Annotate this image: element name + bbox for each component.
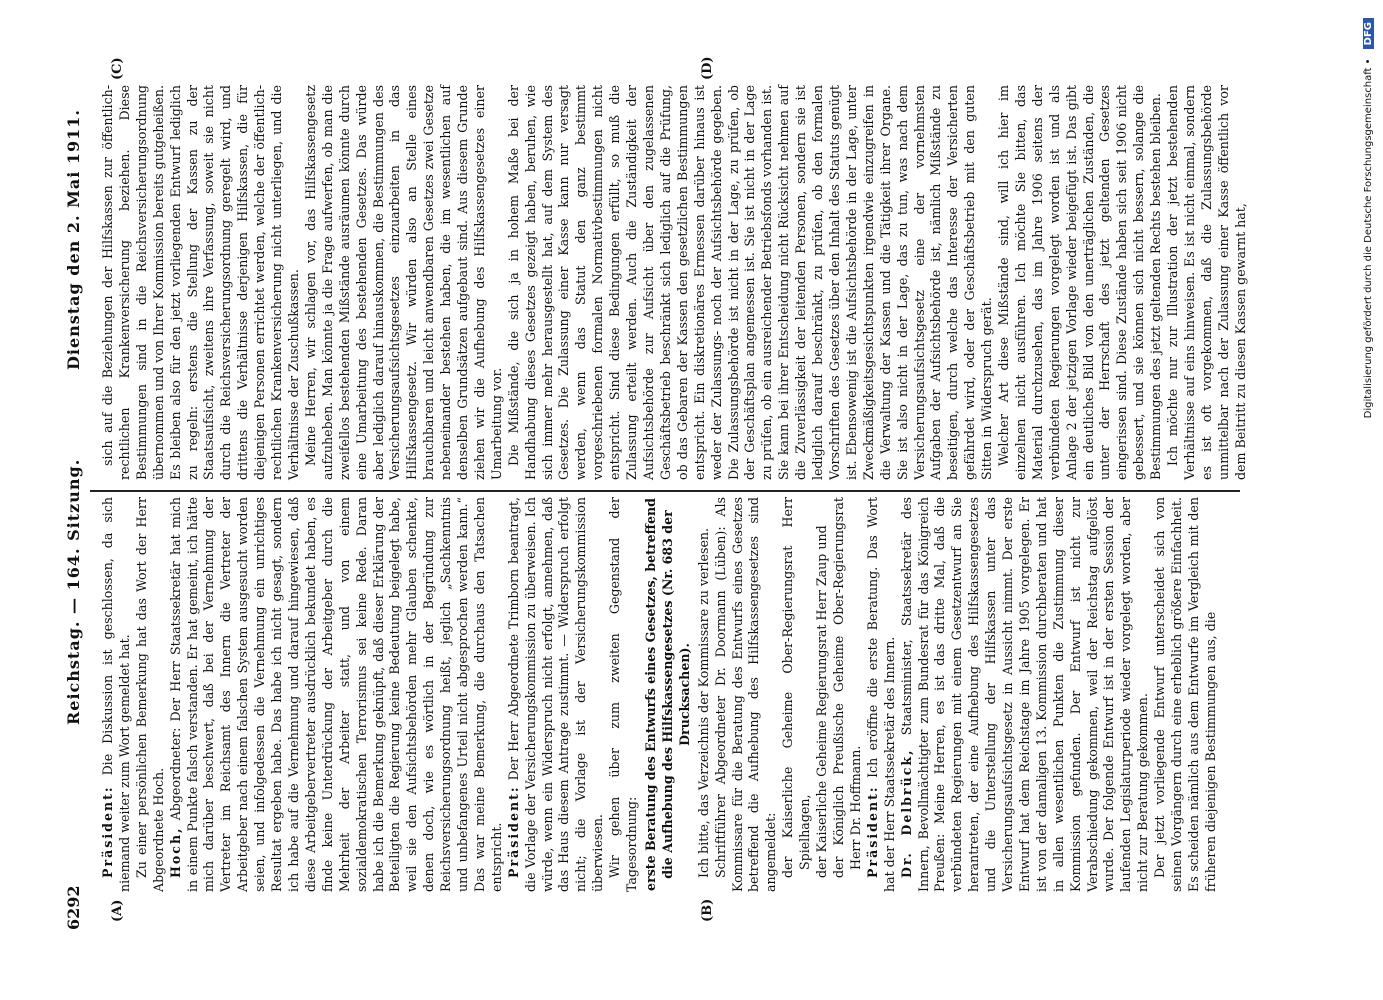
speaker-name: Präsident: <box>100 785 115 878</box>
paragraph-text: Zu einer persönlichen Bemerkung hat das Wort der Herr Abgeordnete Hoch. <box>133 497 166 892</box>
paragraph-text: Die Diskussion ist geschlossen, da sich niemand weiter zum Wort gemeldet hat. <box>100 497 132 892</box>
paragraph-text: sich auf die Beziehungen der Hilfskassen zur öffentlich-rechtlichen Krankenversicherung beziehen. Diese Bestimmungen sind in die Reichsversicherungsordnung übernommen und von Ihrer Kommission bereits gutgeheißen. Es bleiben also für den jetzt vorliegenden Entwurf lediglich zu regeln: erstens die Stellung der Kassen zu der Staatsaufsicht, zweitens ihre Verfassung, soweit sie nicht durch die Reichsversicherungsordnung geregelt wird, und drittens die Verhältnisse derjenigen Hilfskassen, die für diejenigen Personen errichtet werden, welche der öffentlich-rechtlichen Krankenversicherung nicht unterliegen, und die Verhältnisse der Zuschußkassen. <box>100 85 301 480</box>
paragraph-text: Die Mißstände, die sich ja in hohem Maße bei der Handhabung dieses Gesetzes gezeigt haben, beruhen, wie sich immer mehr herausgestellt hat, auf dem System des Gesetzes. Die Zulassung einer Kasse kann nur versagt werden, wenn das Statut den ganz bestimmt vorgeschriebenen formalen Normativbestimmungen nicht entspricht. Sind diese Bedingungen erfüllt, so muß die Zulassung erteilt werden. Auch die Zuständigkeit der Aufsichtsbehörde zur Aufsicht über den zugelassenen Geschäftsbetrieb beschränkt sich lediglich auf die Prüfung, ob das Gebaren der Kassen den gesetzlichen Bestimmungen entspricht. Ein diskretionäres Ermessen darüber hinaus ist weder der Zulassungs- noch der Aufsichtsbehörde gegeben. Die Zulassungsbehörde ist nicht in der Lage, zu prüfen, ob der Geschäftsplan angemessen ist. Sie ist nicht in der Lage zu prüfen, ob ein ausreichender Betriebsfonds vorhanden ist. Sie kann bei ihrer Entscheidung nicht Rücksicht nehmen auf die Zuverlässigkeit der leitenden Personen, sondern sie ist lediglich darauf beschränkt, zu prüfen, ob den formalen Vorschriften des Gesetzes über den Inhalt des Statuts genügt ist. Ebensowenig ist die Aufsichtsbehörde in der Lage, unter Zweckmäßigkeitsgesichtspunkten irgendwie einzugreifen in die Verwaltung der Kassen und die Tätigkeit ihrer Organe. Sie ist also nicht in der Lage, das zu tun, was nach dem Versicherungsaufsichtsgesetz eine der vornehmsten Aufgaben der Aufsichtsbehörde ist, nämlich Mißstände zu beseitigen, durch welche das Interesse der Versicherten gefährdet wird, oder der Geschäftsbetrieb mit den guten Sitten in Widerspruch gerät. <box>505 85 995 480</box>
paragraph-text: Wir gehen über zum zweiten Gegenstand der Tagesordnung: <box>607 497 640 892</box>
paragraph-text: Meine Herren, wir schlagen vor, das Hilfskassengesetz aufzuheben. Man könnte ja die Frage aufwerfen, ob man die zweifellos bestehenden Mißstände ausräumen könnte durch eine Umarbeitung des bestehenden Gesetzes. Das würde aber lediglich darauf hinauskommen, die Bestimmungen des Versicherungsaufsichtsgesetzes einzuarbeiten in das Hilfskassengesetz. Wir würden also an Stelle eines brauchbaren und leicht anwendbaren Gesetzes zwei Gesetze nebeneinander bestehen haben, die im wesentlichen auf denselben Grundsätzen aufgebaut sind. Aus diesem Grunde ziehen wir die Aufhebung des Hilfskassengesetzes einer Umarbeitung vor. <box>302 85 504 480</box>
margin-marker-c: (C) <box>110 57 125 80</box>
paragraph <box>168 497 506 892</box>
speaker-name: Präsident: <box>864 785 880 878</box>
agenda-heading <box>643 497 694 892</box>
paragraph-text: Der jetzt vorliegende Entwurf unterscheidet sich von seinen Vorgängern durch eine erheblich größere Einfachheit. Es scheiden nämlich aus dem Entwurfe im Vergleich mit den früheren diejenigen Bestimmungen aus, die <box>1152 497 1218 892</box>
commissioner-entry: der Königlich Preußische Geheime Ober-Regierungsrat Herr Dr. Hoffmann. <box>830 497 863 878</box>
paragraph <box>1152 497 1220 892</box>
paragraph-text: Ich bitte, das Verzeichnis der Kommissare zu verlesen. <box>695 527 711 878</box>
footer-text: Digitalisierung gefördert durch die Deutsche Forschungsgemeinschaft • <box>1363 58 1374 419</box>
paragraph <box>899 497 1153 892</box>
paragraph <box>506 85 996 480</box>
paragraph <box>607 497 641 892</box>
paragraph <box>100 85 303 480</box>
margin-marker-a: (A) <box>110 899 125 922</box>
paragraph-text: Schriftführer Abgeordneter Dr. Doormann (Lüben): Als Kommissare für die Beratung des Entwurfs eines Gesetzes betreffend die Aufhebung des Hilfskassengesetzes sind angemeldet: <box>712 497 779 892</box>
speaker-name: Präsident: <box>505 785 521 878</box>
header-session: Reichstag. — 164. Sitzung. <box>64 458 83 725</box>
page-header <box>58 60 98 930</box>
commissioner-entry: der Kaiserliche Geheime Ober-Regierungsrat Herr Spielhagen, <box>780 497 813 878</box>
paragraph-text: Welcher Art diese Mißstände sind, will ich hier im einzelnen nicht ausführen. Ich möchte Sie bitten, das Material durchzusehen, das im Jahre 1906 seitens der verbündeten Regierungen vorgelegt worden ist und als Anlage 2 der jetzigen Vorlage wieder beigefügt ist. Das gibt ein deutliches Bild von den unerträglichen Zuständen, die unter der Herrschaft des jetzt geltenden Gesetzes eingerissen sind. Diese Zustände haben sich seit 1906 nicht gebessert, und sie können sich nicht bessern, solange die Bestimmungen des jetzt geltenden Rechts bestehen bleiben. <box>996 85 1164 480</box>
paragraph <box>713 497 781 892</box>
column-divider <box>90 491 1240 493</box>
paragraph <box>1165 85 1250 480</box>
paragraph <box>696 497 713 892</box>
dfg-logo: DFG <box>1363 18 1374 49</box>
paragraph <box>303 85 506 480</box>
speaker-name: Hoch, <box>167 826 183 878</box>
paragraph <box>134 497 168 892</box>
paragraph-text: Ich eröffne die erste Beratung. Das Wort hat der Herr Staatssekretär des Innern. <box>864 497 897 892</box>
commissioner-entry: der Kaiserliche Geheime Regierungsrat Herr Zaup und <box>814 525 830 878</box>
margin-marker-d: (D) <box>700 56 715 80</box>
digitization-footer <box>1356 18 1375 418</box>
paragraph-text: Abgeordneter: Der Herr Staatssekretär hat mich in einem Punkte falsch verstanden. Er hat gemeint, ich hätte mich darüber beschwert, daß bei der Vernehmung der Vertreter im Reichsamt des Innern die Vertreter der Arbeitgeber nach einem falschen System ausgesucht worden seien, und infolgedessen die Vernehmung ein unrichtiges Resultat ergeben habe. Das habe ich nicht gesagt, sondern ich habe auf die Vernehmung und darauf hingewiesen, daß diese Arbeitgebervertreter ausdrücklich bekundet haben, es finde keine Unterdrückung der Arbeitgeber durch die Mehrheit der Arbeiter statt, und von einem sozialdemokratischen Terrorismus sei keine Rede. Daran habe ich die Bemerkung geknüpft, daß dieser Erklärung der Beteiligten die Regierung keine Bedeutung beigelegt habe, weil sie den Aufsichtsbehörden mehr Glauben schenkte, denen doch, wie es wörtlich in der Begründung zur Reichsversicherungsordnung heißt, jeglich „Sachkenntnis und unbefangenes Urteil nicht abgesprochen werden kann.“ Das war meine Bemerkung, die durchaus den Tatsachen entspricht. <box>167 497 504 892</box>
paragraph <box>506 497 607 892</box>
right-text-column <box>100 85 1248 480</box>
agenda-heading-text: erste Beratung des Entwurfs eines Gesetzes, betreffend die Aufhebung des Hilfskassengesetzes (Nr. 683 der Drucksachen). <box>643 498 692 891</box>
left-text-column <box>100 497 1240 892</box>
header-date: Dienstag den 2. Mai 1911. <box>64 109 83 370</box>
paragraph-text: Der Herr Abgeordnete Trimborn beantragt, die Vorlage der Versicherungskommission zu überweisen. Ich würde, wenn ein Widerspruch nicht erfolgt, annehmen, daß das Haus diesem Antrage zustimmt. — Widerspruch erfolgt nicht; die Vorlage ist der Versicherungskommission überwiesen. <box>505 497 606 892</box>
paragraph <box>100 497 134 892</box>
speaker-name: Dr. Delbrück, <box>898 748 914 878</box>
paragraph <box>865 497 899 892</box>
paragraph-text: Ich möchte nur zur Illustration der jetzt bestehenden Verhältnisse auf eins hinweisen. Es ist nicht einmal, sondern es ist oft vorgekommen, daß die Zulassungsbehörde unmittelbar nach der Zulassung einer Kasse öffentlich vor dem Beitritt zu diesen Kassen gewarnt hat, <box>1165 85 1248 480</box>
paragraph-text: Staatsminister, Staatssekretär des Innern, Bevollmächtigter zum Bundesrat für das Königreich Preußen: Meine Herren, es ist das dritte Mal, daß die verbündeten Regierungen mit einem Gesetzentwurf an Sie herantreten, der eine Aufhebung des Hilfskassengesetzes und die Unterstellung der Hilfskassen unter das Versicherungsaufsichtsgesetz in Aussicht nimmt. Der erste Entwurf hat dem Reichstage im Jahre 1905 vorgelegen. Er ist von der damaligen 13. Kommission durchberaten und hat in allen wesentlichen Punkten die Zustimmung dieser Kommission gefunden. Der Entwurf ist nicht zur Verabschiedung gekommen, weil der Reichstag aufgelöst wurde. Der folgende Entwurf ist in der ersten Session der laufenden Legislaturperiode wieder vorgelegt worden, aber nicht zur Beratung gekommen. <box>898 496 1151 892</box>
margin-marker-b: (B) <box>700 898 715 922</box>
page-number: 6292 <box>64 885 83 930</box>
paragraph <box>996 85 1165 480</box>
